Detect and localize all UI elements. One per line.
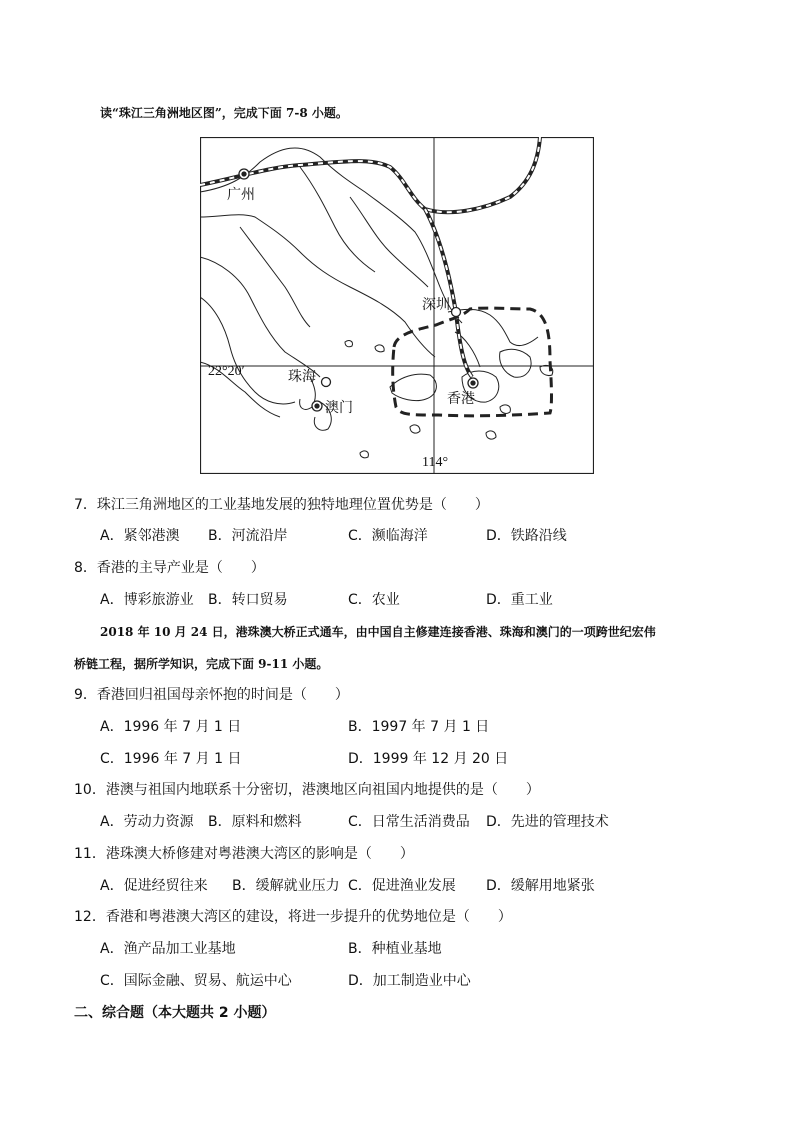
q9-option-a: A．1996 年 7 月 1 日 [100, 719, 242, 735]
question-11: 11．港珠澳大桥修建对粤港澳大湾区的影响是（ ） [74, 846, 414, 862]
label-guangzhou: 广州 [227, 186, 255, 202]
question-9: 9．香港回归祖国母亲怀抱的时间是（ ） [74, 687, 349, 703]
q10-option-a: A．劳动力资源 [100, 814, 194, 830]
label-shenzhen: 深圳 [422, 296, 450, 312]
label-zhuhai: 珠海 [288, 368, 316, 384]
q9-option-b: B．1997 年 7 月 1 日 [348, 719, 490, 735]
q11-option-a: A．促进经贸往来 [100, 878, 208, 894]
q12-option-b: B．种植业基地 [348, 941, 442, 957]
intro-9-11-line1: 2018 年 10 月 24 日，港珠澳大桥正式通车，由中国自主修建连接香港、珠海和澳门的一项跨世纪宏伟 [100, 625, 656, 639]
q8-option-c: C．农业 [348, 592, 400, 608]
q8-option-d: D．重工业 [486, 592, 553, 608]
q12-option-c: C．国际金融、贸易、航运中心 [100, 973, 292, 989]
label-hongkong: 香港 [447, 390, 475, 406]
question-12: 12．香港和粤港澳大湾区的建设，将进一步提升的优势地位是（ ） [74, 909, 512, 925]
section-2-heading: 二、综合题（本大题共 2 小题） [74, 1005, 276, 1021]
q10-option-d: D．先进的管理技术 [486, 814, 609, 830]
q7-option-a: A．紧邻港澳 [100, 528, 180, 544]
q12-option-d: D．加工制造业中心 [348, 973, 471, 989]
q7-option-d: D．铁路沿线 [486, 528, 567, 544]
q11-option-c: C．促进渔业发展 [348, 878, 456, 894]
q10-option-b: B．原料和燃料 [208, 814, 302, 830]
q9-option-d: D．1999 年 12 月 20 日 [348, 751, 509, 767]
pearl-river-delta-map [200, 137, 594, 474]
q7-option-c: C．濒临海洋 [348, 528, 428, 544]
question-8: 8．香港的主导产业是（ ） [74, 560, 265, 576]
q8-option-a: A．博彩旅游业 [100, 592, 194, 608]
q10-option-c: C．日常生活消费品 [348, 814, 470, 830]
q11-option-b: B．缓解就业压力 [232, 878, 340, 894]
q12-option-a: A．渔产品加工业基地 [100, 941, 236, 957]
question-7: 7．珠江三角洲地区的工业基地发展的独特地理位置优势是（ ） [74, 497, 489, 513]
q9-option-c: C．1996 年 7 月 1 日 [100, 751, 242, 767]
intro-9-11-line2: 桥链工程，据所学知识，完成下面 9-11 小题。 [74, 657, 329, 671]
label-macau: 澳门 [325, 399, 353, 415]
question-10: 10．港澳与祖国内地联系十分密切，港澳地区向祖国内地提供的是（ ） [74, 782, 540, 798]
q11-option-d: D．缓解用地紧张 [486, 878, 595, 894]
label-latitude: 22°20′ [208, 364, 245, 379]
label-longitude: 114° [422, 455, 449, 470]
q8-option-b: B．转口贸易 [208, 592, 288, 608]
intro-7-8: 读“珠江三角洲地区图”，完成下面 7-8 小题。 [100, 106, 348, 120]
q7-option-b: B．河流沿岸 [208, 528, 288, 544]
